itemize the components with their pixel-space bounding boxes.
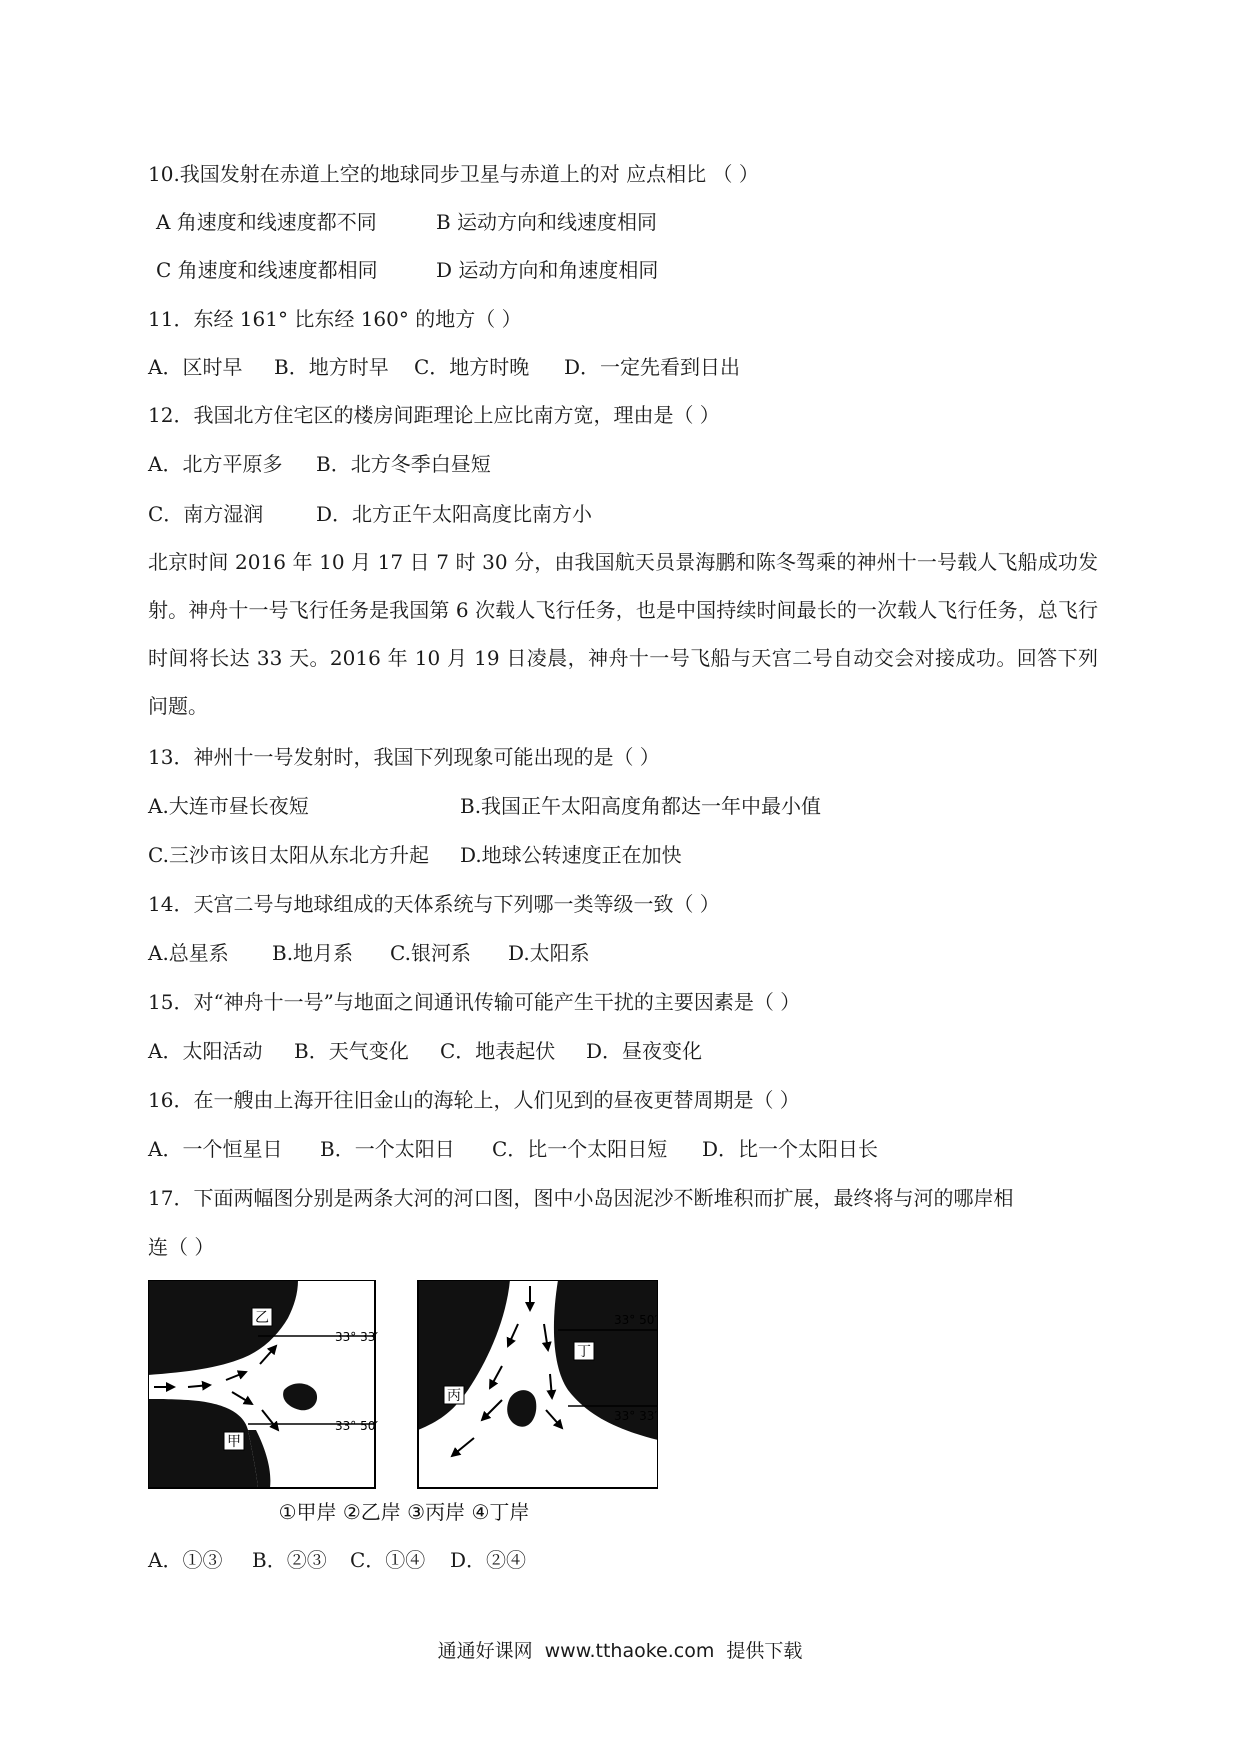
right-map-lat-label-bottom: 33° 33′ xyxy=(614,1409,658,1423)
q10-options-row1 xyxy=(156,208,657,236)
q11-option-a: A．区时早 xyxy=(148,355,243,379)
q13-option-c: C.三沙市该日太阳从东北方升起 xyxy=(148,843,429,867)
q13-options-row2 xyxy=(148,841,682,869)
q11-option-b: B．地方时早 xyxy=(274,355,389,379)
q13-options-row1 xyxy=(148,792,821,820)
q13-option-a: A.大连市昼长夜短 xyxy=(148,794,309,818)
q15-options xyxy=(148,1037,702,1065)
q17-option-c: C．①④ xyxy=(350,1548,426,1572)
q17-options xyxy=(148,1546,526,1574)
q16-options xyxy=(148,1135,878,1163)
left-map-lat-label-top: 33° 33′ xyxy=(335,1330,379,1344)
q16-stem: 16．在一艘由上海开往旧金山的海轮上，人们见到的昼夜更替周期是（ ） xyxy=(148,1088,800,1112)
q10-option-b: B 运动方向和线速度相同 xyxy=(436,210,658,234)
q14-options xyxy=(148,939,590,967)
q13-stem: 13．神州十一号发射时，我国下列现象可能出现的是（ ） xyxy=(148,745,660,769)
right-river-map xyxy=(418,1280,658,1488)
q12-option-b: B．北方冬季白昼短 xyxy=(316,452,491,476)
q15-option-c: C．地表起伏 xyxy=(440,1039,556,1063)
q10-option-d: D 运动方向和角速度相同 xyxy=(436,258,659,282)
q13-option-d: D.地球公转速度正在加快 xyxy=(460,843,682,867)
q15-option-b: B．天气变化 xyxy=(294,1039,409,1063)
q11-options xyxy=(148,353,740,381)
q11-option-d: D．一定先看到日出 xyxy=(564,355,741,379)
left-map-bank-label-yi: 乙 xyxy=(255,1310,269,1326)
q17-option-a: A．①③ xyxy=(148,1548,223,1572)
q12-option-c: C．南方湿润 xyxy=(148,502,264,526)
footer-site-name: 通通好课网 xyxy=(437,1640,533,1662)
q15-option-d: D．昼夜变化 xyxy=(586,1039,703,1063)
q15-stem: 15．对“神舟十一号”与地面之间通讯传输可能产生干扰的主要因素是（ ） xyxy=(148,990,801,1014)
q14-stem: 14．天宫二号与地球组成的天体系统与下列哪一类等级一致（ ） xyxy=(148,892,720,916)
q12-options-row1 xyxy=(148,450,491,478)
q12-stem: 12．我国北方住宅区的楼房间距理论上应比南方宽，理由是（ ） xyxy=(148,403,720,427)
q11-stem: 11．东经 161° 比东经 160° 的地方（ ） xyxy=(148,307,522,331)
footer-suffix: 提供下载 xyxy=(726,1640,803,1662)
right-map-bank-label-ding: 丁 xyxy=(577,1344,591,1360)
q10-options-row2 xyxy=(156,256,658,284)
left-river-map xyxy=(148,1280,378,1488)
q16-option-d: D．比一个太阳日长 xyxy=(702,1137,879,1161)
right-map-bank-label-bing: 丙 xyxy=(447,1388,461,1404)
q17-option-b: B．②③ xyxy=(252,1548,327,1572)
page-footer xyxy=(0,1636,1240,1663)
q15-option-a: A．太阳活动 xyxy=(148,1039,263,1063)
q16-option-c: C．比一个太阳日短 xyxy=(492,1137,668,1161)
q10-stem: 10.我国发射在赤道上空的地球同步卫星与赤道上的对 应点相比 （ ） xyxy=(148,162,759,186)
q13-option-b: B.我国正午太阳高度角都达一年中最小值 xyxy=(460,794,822,818)
q16-option-b: B．一个太阳日 xyxy=(320,1137,455,1161)
right-map-lat-label-top: 33° 50′ xyxy=(614,1313,658,1327)
q14-option-c: C.银河系 xyxy=(390,941,471,965)
q17-stem-line1: 17．下面两幅图分别是两条大河的河口图，图中小岛因泥沙不断堆积而扩展，最终将与河的哪岸相 xyxy=(148,1186,1014,1210)
q10-option-a: A 角速度和线速度都不同 xyxy=(156,210,377,234)
q14-option-b: B.地月系 xyxy=(272,941,354,965)
q11-option-c: C．地方时晚 xyxy=(414,355,530,379)
q17-stem-line2: 连（ ） xyxy=(148,1235,215,1259)
q12-option-d: D．北方正午太阳高度比南方小 xyxy=(316,502,593,526)
left-map-bank-label-jia: 甲 xyxy=(227,1434,241,1450)
q10-option-c: C 角速度和线速度都相同 xyxy=(156,258,378,282)
q14-option-a: A.总星系 xyxy=(148,941,229,965)
q12-options-row2 xyxy=(148,500,592,528)
river-mouth-figure xyxy=(148,1280,658,1490)
footer-url[interactable]: www.tthaoke.com xyxy=(544,1640,715,1662)
reading-passage: 北京时间 2016 年 10 月 17 日 7 时 30 分，由我国航天员景海鹏和陈冬驾乘的神州十一号载人飞船成功发射。神舟十一号飞行任务是我国第 6 次载人飞行任务，也是中国持续时间最长的一次载人飞行任务，总飞行时间将长达 33 天。2016 年 10 月 19 日凌晨，神舟十一号飞船与天宫二号自动交会对接成功。回答下列问题。 xyxy=(148,550,1098,718)
figure-caption: ①甲岸 ②乙岸 ③丙岸 ④丁岸 xyxy=(278,1500,530,1524)
q12-option-a: A．北方平原多 xyxy=(148,452,283,476)
q16-option-a: A．一个恒星日 xyxy=(148,1137,283,1161)
q14-option-d: D.太阳系 xyxy=(508,941,590,965)
q17-option-d: D．②④ xyxy=(450,1548,527,1572)
left-map-lat-label-bottom: 33° 50′ xyxy=(335,1419,379,1433)
